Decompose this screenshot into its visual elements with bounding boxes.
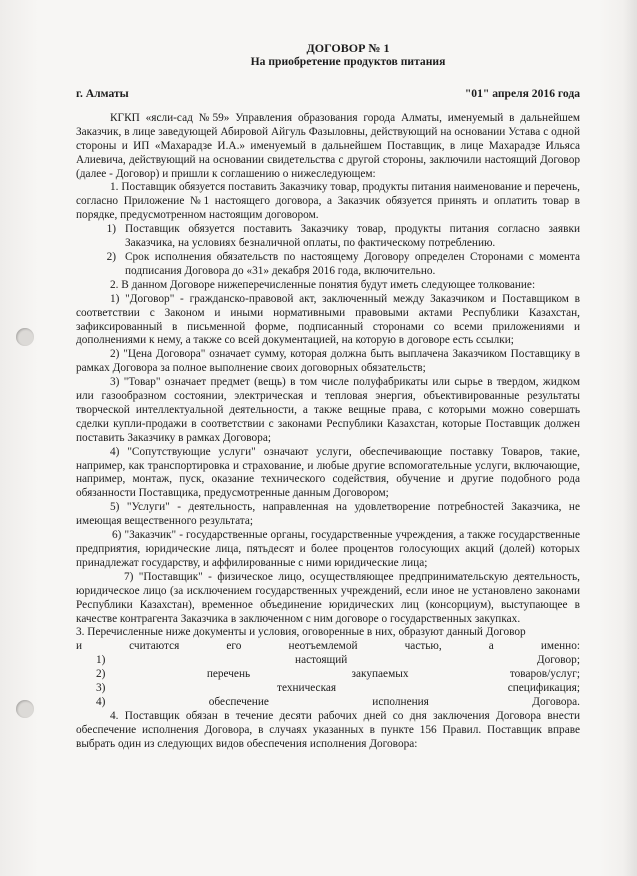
definition-services: 5) "Услуги" - деятельность, направленная на удовлетворение потребностей Заказчика, не имеющая вещественного результата; bbox=[76, 501, 580, 528]
clause-3: 3. Перечисленные ниже документы и условия, оговоренные в них, образуют данный Договор bbox=[76, 626, 526, 639]
preamble: КГКП «ясли-сад №59» Управления образования города Алматы, именуемый в дальнейшем Заказчик, в лице заведующей Абировой Айгуль Фазыловны, действующий на основании Устава с одной стороны и ИП «Махарадзе И.А.» именуемый в дальнейшем Поставщик, в лице Махарадзе Ильяса Алиевича, действующий на основании свидетельства с другой стороны, заключили настоящий Договор (далее - Договор) и пришли к соглашению о нижеследующем: bbox=[76, 111, 580, 180]
document-list-item-3: 3) техническая спецификация; bbox=[96, 682, 580, 695]
document-list-item-1: 1) настоящий Договор; bbox=[96, 654, 580, 667]
clause-4: 4. Поставщик обязан в течение десяти рабочих дней со дня заключения Договора внести обеспечение исполнения Договора, в случаях указанных в пункте 156 Правил. Поставщик вправе выбрать один из следующих видов обеспечения исполнения Договора: bbox=[76, 709, 580, 750]
definition-contract: 1) "Договор" - гражданско-правовой акт, заключенный между Заказчиком и Поставщиком в соответствии с Законом и иными нормативными правовыми актами Республики Казахстан, зафиксированный в письменной форме, подписанный сторонами со всеми приложениями и дополнениями к нему, а также со всей документацией, на которую в договоре есть ссылки; bbox=[76, 292, 580, 347]
definition-price: 2) "Цена Договора" означает сумму, которая должна быть выплачена Заказчиком Поставщику в рамках Договора за полное выполнение своих договорных обязательств; bbox=[76, 348, 580, 375]
clause-2: 2. В данном Договоре нижеперечисленные понятия будут иметь следующее толкование: bbox=[110, 278, 536, 291]
punch-hole bbox=[16, 328, 34, 346]
definition-related-services: 4) "Сопутствующие услуги" означают услуги, обеспечивающие поставку Товаров, такие, например, как транспортировка и страхование, и любые другие вспомогательные услуги, включающие, например, монтаж, пуск, оказание технического содействия, обучение и другие подобного рода обязанности Поставщика, предусмотренные данным Договором; bbox=[76, 445, 580, 500]
definition-supplier: 7) "Поставщик" - физическое лицо, осуществляющее предпринимательскую деятельность, юридическое лицо (за исключением государственных учреждений, если иное не установлено законами Республики Казахстан), временное объединение юридических лиц (консорциум), выступающее в качестве контрагента Заказчика в заключенном с ним договоре о государственных закупках. bbox=[76, 570, 580, 625]
clause-3-line-2: и считаются его неотъемлемой частью, а именно: bbox=[76, 640, 580, 653]
document-list-item-4: 4) обеспечение исполнения Договора. bbox=[96, 695, 580, 708]
definition-goods: 3) "Товар" означает предмет (вещь) в том числе полуфабрикаты или сырье в твердом, жидком или газообразном состоянии, электрическая и тепловая энергия, объективированные результаты творческой интеллектуальной деятельности, а также вещные права, с которыми можно совершать сделки купли-продажи в соответствии с законами Республики Казахстан, которые Поставщик должен поставить Заказчику в рамках Договора; bbox=[76, 376, 580, 444]
definition-customer: 6) "Заказчик" - государственные органы, государственные учреждения, а также государственные предприятия, юридические лица, пятьдесят и более процентов голосующих акций (долей) которых принадлежат государству, и аффилированные с ними юридические лица; bbox=[76, 529, 580, 569]
punch-hole bbox=[16, 700, 34, 718]
document-list-item-2: 2) перечень закупаемых товаров/услуг; bbox=[96, 668, 580, 681]
document-title: ДОГОВОР № 1 bbox=[306, 41, 390, 55]
clause-1-item-2: 2) Срок исполнения обязательств по настоящему Договору определен Сторонами с момента подписания Договора до «31» декабря 2016 года, включительно. bbox=[106, 250, 580, 277]
contract-body bbox=[76, 41, 580, 752]
page-edge-shadow bbox=[623, 0, 637, 876]
place-date-line bbox=[76, 87, 580, 101]
city: г. Алматы bbox=[76, 87, 129, 100]
clause-1: 1. Поставщик обязуется поставить Заказчику товар, продукты питания наименование и перечень, согласно Приложение №1 настоящего договора, а Заказчик обязуется принять и оплатить товар в порядке, предусмотренном настоящим договором. bbox=[76, 181, 580, 222]
document-subtitle: На приобретение продуктов питания bbox=[250, 55, 446, 68]
clause-1-item-1: 1) Поставщик обязуется поставить Заказчику товар, продукты питания согласно заявки Заказчика, на условиях безналичной оплаты, по фактическому потреблению. bbox=[106, 223, 580, 250]
contract-date: "01" апреля 2016 года bbox=[464, 87, 580, 100]
